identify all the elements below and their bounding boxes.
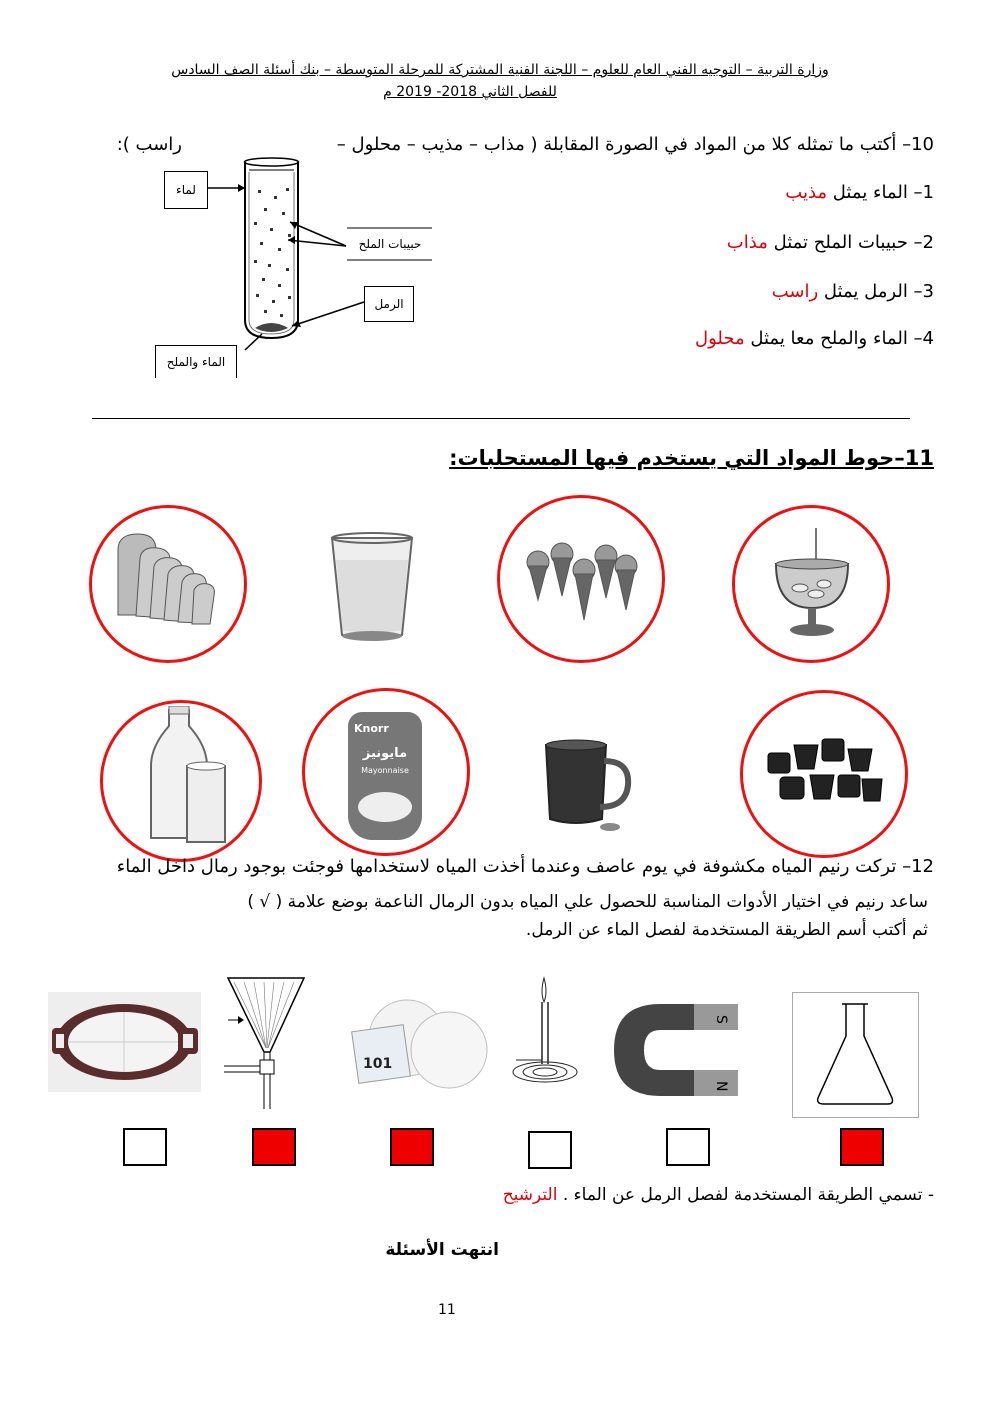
q10-item-1-answer: مذيب <box>785 182 828 203</box>
q10-item-1 <box>785 182 934 203</box>
salt-dots <box>254 188 291 317</box>
q10-item-2-text: 2– حبيبات الملح تمثل <box>773 232 934 253</box>
magnet-pole-n: N <box>713 1081 729 1092</box>
checkbox-bunsen-burner[interactable] <box>528 1131 572 1169</box>
q12-line-1: 12– تركت رنيم المياه مكشوفة في يوم عاصف وعندما أخذت المياه لاستخدامها فوجئت بوجود رمال داخل الماء <box>116 856 934 877</box>
q12-method-answer: الترشيح <box>502 1185 558 1205</box>
chocolates-image <box>764 735 886 807</box>
sieve-image <box>48 992 201 1092</box>
bunsen-burner-image <box>508 972 588 1090</box>
header-line-1: وزارة التربية – التوجيه الفني العام للعلوم – اللجنة الفنية المشتركة للمرحلة المتوسطة – بنك أسئلة الصف السادس <box>171 62 829 78</box>
label-salt-grains: حبيبات الملح <box>358 237 422 251</box>
checkbox-funnel[interactable] <box>252 1128 296 1166</box>
q12-method-text: - تسمي الطريقة المستخدمة لفصل الرمل عن الماء . <box>562 1185 934 1205</box>
q12-method <box>503 1185 934 1205</box>
mayonnaise-label-swirl <box>358 792 412 822</box>
q12-line-3: ثم أكتب أسم الطريقة المستخدمة لفصل الماء عن الرمل. <box>525 920 928 940</box>
end-of-questions: انتهت الأسئلة <box>385 1240 499 1260</box>
bread-image <box>110 530 225 625</box>
label-water: لماء <box>164 171 208 209</box>
page-number: 11 <box>438 1302 456 1318</box>
label-water-and-salt: الماء والملح <box>155 345 237 378</box>
q10-item-3-answer: راسب <box>771 281 819 302</box>
section-divider <box>92 418 910 419</box>
ice-cream-image <box>522 540 642 630</box>
glass-with-tablets-image <box>770 528 854 640</box>
q10-item-4 <box>695 328 934 349</box>
checkbox-filter-paper[interactable] <box>390 1128 434 1166</box>
header-line-2: للفصل الثاني 2018- 2019 م <box>383 84 557 100</box>
filter-paper-image <box>345 998 493 1093</box>
q12-line-2: ساعد رنيم في اختيار الأدوات المناسبة للحصول علي المياه بدون الرمال الناعمة بوضع علامة ( √ ) <box>247 892 928 912</box>
q10-item-1-text: 1– الماء يمثل <box>832 182 934 203</box>
funnel-with-filter-image <box>224 974 309 1109</box>
mayonnaise-image <box>348 712 422 840</box>
mayonnaise-arabic-label: مايونيز <box>362 746 408 761</box>
q10-item-2 <box>727 232 934 253</box>
magnet-pole-s: S <box>713 1015 729 1024</box>
checkbox-sieve[interactable] <box>123 1128 167 1166</box>
magnet-image <box>610 1000 742 1100</box>
label-sand: الرمل <box>364 286 414 322</box>
q10-item-2-answer: مذاب <box>726 232 768 253</box>
tea-mug-image <box>538 735 638 835</box>
q10-prompt-end: راسب ): <box>116 134 182 155</box>
filter-box-number: 101 <box>363 1056 393 1072</box>
conical-flask-image <box>792 992 919 1118</box>
checkbox-magnet[interactable] <box>666 1128 710 1166</box>
q10-item-4-answer: محلول <box>695 328 745 349</box>
q10-item-3 <box>772 281 934 302</box>
q10-prompt-text: 10– أكتب ما تمثله كلا من المواد في الصورة المقابلة ( مذاب – مذيب – محلول – <box>336 134 934 155</box>
checkbox-conical-flask[interactable] <box>840 1128 884 1166</box>
q10-item-4-text: 4– الماء والملح معا يمثل <box>750 328 934 349</box>
q11-title: 11–حوط المواد التي يستخدم فيها المستحلبات: <box>449 446 934 470</box>
mayonnaise-english-label: Mayonnaise <box>361 766 409 775</box>
glass-of-water-image <box>322 530 422 645</box>
knorr-logo: Knorr <box>354 722 389 735</box>
q10-item-3-text: 3– الرمل يمثل <box>823 281 934 302</box>
milk-image <box>143 706 239 846</box>
